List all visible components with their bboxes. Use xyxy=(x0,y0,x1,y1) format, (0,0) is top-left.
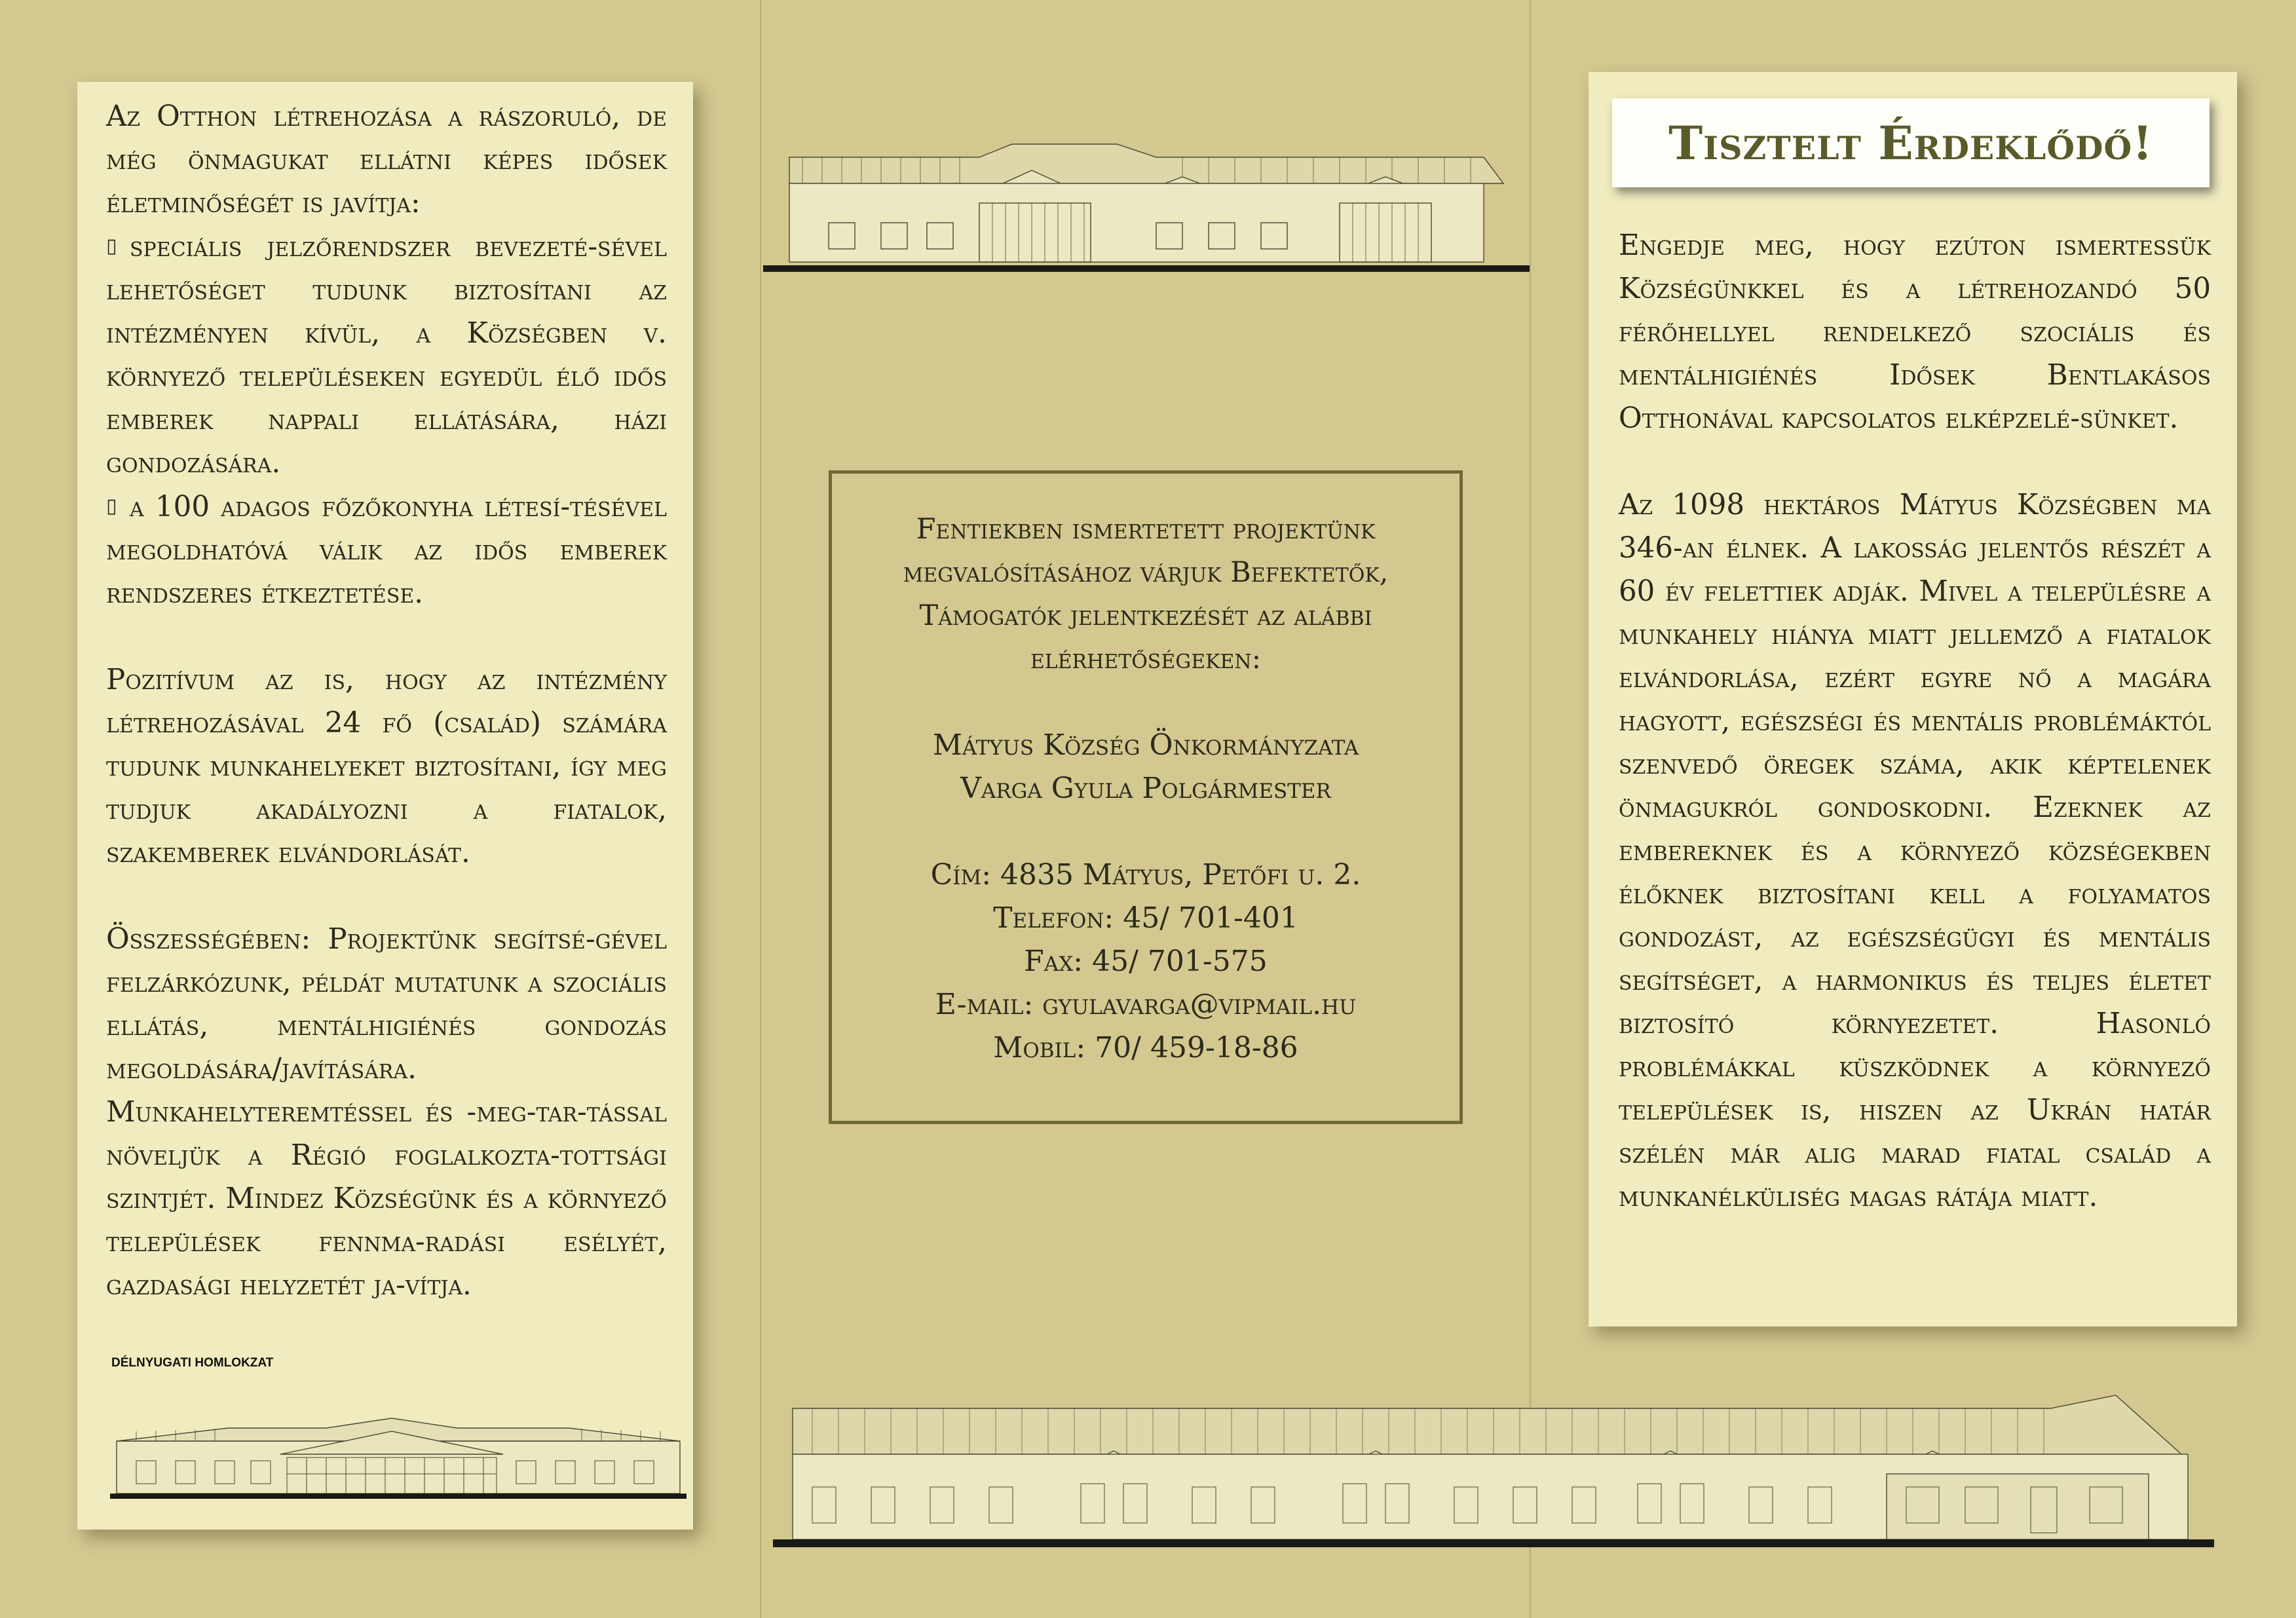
mayor-name: Varga Gyula Polgármester xyxy=(960,772,1331,805)
contact-organization xyxy=(832,724,1459,810)
positive-paragraph: Pozitívum az is, hogy az intézmény létrehozásával 24 fő (család) számára tudunk munkahelyeket biztosítani, így meg tudjuk akadályozni a fiatalok, szakemberek elvándorlását. xyxy=(106,664,667,869)
contact-fax: Fax: 45/ 701-575 xyxy=(1024,945,1268,978)
fold-line-1 xyxy=(760,0,761,1618)
bullet-item-1 xyxy=(106,225,667,485)
greeting-title: Tisztelt Érdeklődő! xyxy=(1668,115,2153,170)
left-panel-text xyxy=(106,95,667,1307)
bullet-box-icon: ▯ xyxy=(106,495,117,517)
right-panel xyxy=(1589,72,2237,1326)
bullet-2-text: a 100 adagos főzőkonyha létesí-tésével megoldhatóvá válik az idős emberek rendszeres étkeztetése. xyxy=(106,491,667,610)
building-elevation-bottom xyxy=(773,1376,2214,1559)
title-box xyxy=(1612,98,2210,187)
summary-paragraph: Összességében: Projektünk segítsé-gével felzárkózunk, példát mutatunk a szociális ellátás, mentálhigiénés gondozás megoldására/javítására. Munkahelyteremtéssel és -meg-tar-tással növeljük a Régió foglalkozta-tottsági szintjét. Mindez Községünk és a környező települések fennma-radási esélyét, gazdasági helyzetét ja-vítja. xyxy=(106,923,667,1302)
southwest-elevation-drawing xyxy=(110,1402,687,1507)
building-elevation-top xyxy=(763,131,1530,282)
intro-paragraph: Az Otthon létrehozása a rászoruló, de még önmagukat ellátni képes idősek életminőségét is javítja: xyxy=(106,100,667,219)
elevation-caption: DÉLNYUGATI HOMLOKZAT xyxy=(111,1356,274,1370)
bullet-item-2 xyxy=(106,485,667,615)
contact-mobile: Mobil: 70/ 459-18-86 xyxy=(993,1031,1298,1064)
intro-paragraph-right: Engedje meg, hogy ezúton ismertessük Községünkkel és a létrehozandó 50 férőhellyel rendelkező szociális és mentálhigiénés Idősek Bentlakásos Otthonával kapcsolatos elképzelé-sünket. xyxy=(1619,229,2211,435)
bullet-box-icon: ▯ xyxy=(106,235,117,257)
contact-address: Cím: 4835 Mátyus, Petőfi u. 2. xyxy=(930,858,1361,892)
contact-lead: Fentiekben ismertetett projektünk megvalósításához várjuk Befektetők, Támogatók jelentkezését az alábbi elérhetőségeken: xyxy=(903,513,1389,675)
contact-email[interactable]: E-mail: gyulavarga@vipmail.hu xyxy=(935,988,1357,1021)
contact-phone: Telefon: 45/ 701-401 xyxy=(993,901,1298,935)
right-panel-text xyxy=(1619,224,2211,1218)
contact-details xyxy=(832,854,1459,1070)
organization-name: Mátyus Község Önkormányzata xyxy=(932,728,1359,762)
bullet-1-text: speciális jelzőrendszer bevezeté-sével lehetőséget tudunk biztosítani az intézményen kívül, a Községben v. környező településeken egyedül élő idős emberek nappali ellátására, házi gondozására. xyxy=(106,231,667,480)
village-paragraph: Az 1098 hektáros Mátyus Községben ma 346-an élnek. A lakosság jelentős részét a 60 év felettiek adják. Mivel a településre a munkahely hiánya miatt jellemző a fiatalok elvándorlása, ezért egyre nő a magára hagyott, egészségi és mentális problémáktól szenvedő öregek száma, akik képtelenek önmagukról gondoskodni. Ezeknek az embereknek és a környező községekben élőknek biztosítani kell a folyamatos gondozást, az egészségügyi és mentális segítséget, a harmonikus és teljes életet biztosító környezetet. Hasonló problémákkal küszködnek a környező települések is, hiszen az Ukrán határ szélén már alig marad fiatal család a munkanélküliség magas rátája miatt. xyxy=(1619,489,2211,1213)
contact-box xyxy=(829,470,1463,1124)
left-panel xyxy=(77,82,693,1530)
